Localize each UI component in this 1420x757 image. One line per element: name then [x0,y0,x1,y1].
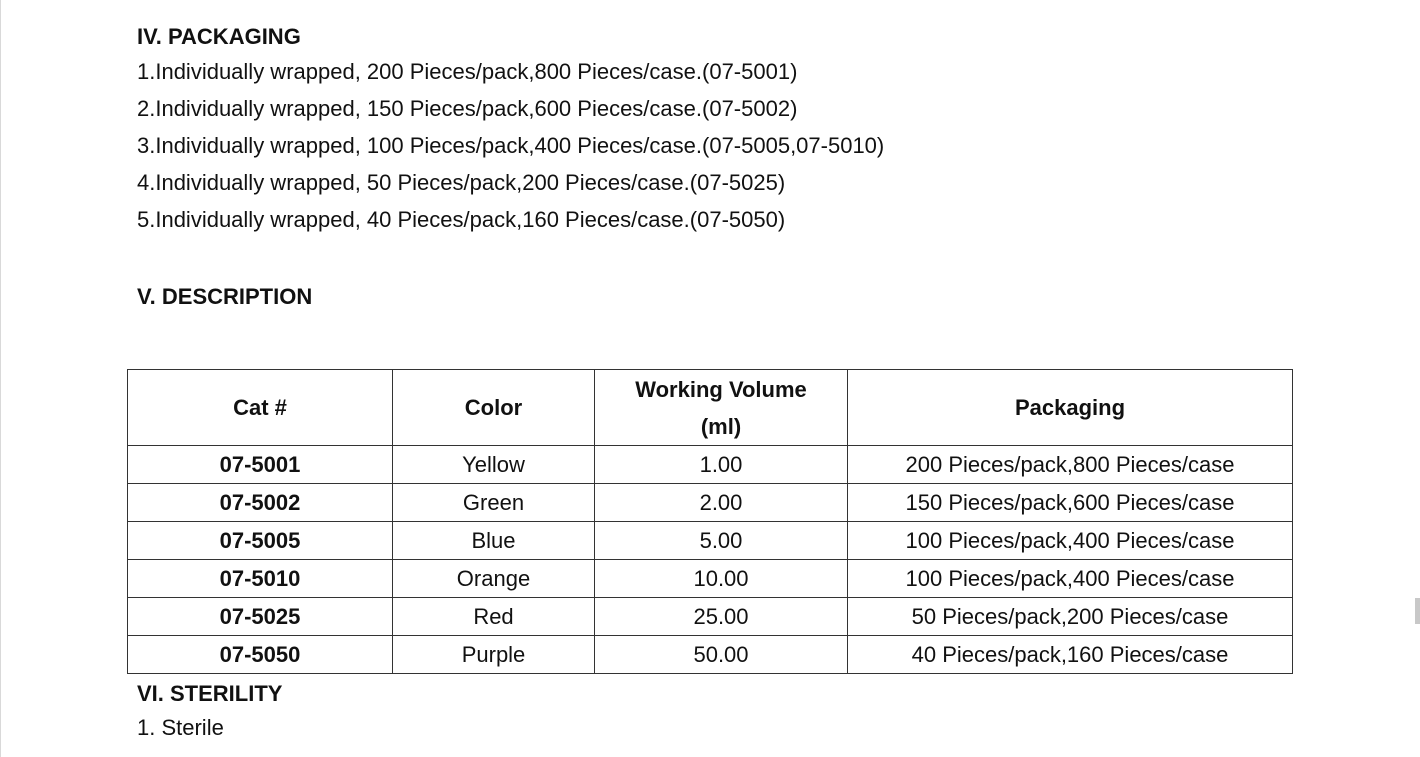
header-working-volume [595,370,848,446]
cell-packaging: 50 Pieces/pack,200 Pieces/case [848,598,1293,636]
table-row [128,598,1293,636]
cell-volume: 50.00 [595,636,848,674]
cell-volume: 5.00 [595,522,848,560]
table-row [128,484,1293,522]
cell-volume: 10.00 [595,560,848,598]
cell-volume: 25.00 [595,598,848,636]
header-working-volume-line1: Working Volume [635,376,807,402]
cell-packaging: 100 Pieces/pack,400 Pieces/case [848,560,1293,598]
cell-volume: 2.00 [595,484,848,522]
packaging-item: 5.Individually wrapped, 40 Pieces/pack,160 Pieces/case.(07-5050) [137,207,786,232]
cell-cat: 07-5050 [128,636,393,674]
packaging-item: 4.Individually wrapped, 50 Pieces/pack,200 Pieces/case.(07-5025) [137,170,786,195]
header-cat: Cat # [128,370,393,446]
description-table [127,369,1293,674]
cell-cat: 07-5002 [128,484,393,522]
cell-packaging: 200 Pieces/pack,800 Pieces/case [848,446,1293,484]
packaging-item: 2.Individually wrapped, 150 Pieces/pack,600 Pieces/case.(07-5002) [137,96,798,121]
cell-cat: 07-5001 [128,446,393,484]
scrollbar-thumb[interactable] [1415,598,1420,624]
cell-color: Blue [393,522,595,560]
sterility-section [137,679,282,746]
cell-color: Red [393,598,595,636]
description-table-wrapper [127,369,1293,674]
packaging-item: 1.Individually wrapped, 200 Pieces/pack,800 Pieces/case.(07-5001) [137,59,798,84]
document-content [137,22,1297,312]
cell-cat: 07-5010 [128,560,393,598]
header-packaging: Packaging [848,370,1293,446]
table-row [128,446,1293,484]
table-row [128,636,1293,674]
cell-color: Orange [393,560,595,598]
cell-packaging: 100 Pieces/pack,400 Pieces/case [848,522,1293,560]
cell-cat: 07-5005 [128,522,393,560]
sterility-item: 1. Sterile [137,715,224,740]
cell-packaging: 150 Pieces/pack,600 Pieces/case [848,484,1293,522]
header-working-volume-line2: (ml) [700,413,742,439]
description-heading: V. DESCRIPTION [137,284,313,309]
cell-cat: 07-5025 [128,598,393,636]
cell-color: Purple [393,636,595,674]
table-row [128,522,1293,560]
cell-color: Yellow [393,446,595,484]
header-color: Color [393,370,595,446]
packaging-item: 3.Individually wrapped, 100 Pieces/pack,400 Pieces/case.(07-5005,07-5010) [137,133,885,158]
table-header-row [128,370,1293,446]
cell-color: Green [393,484,595,522]
packaging-heading: IV. PACKAGING [137,24,301,49]
cell-volume: 1.00 [595,446,848,484]
cell-packaging: 40 Pieces/pack,160 Pieces/case [848,636,1293,674]
table-row [128,560,1293,598]
sterility-heading: VI. STERILITY [137,681,283,706]
